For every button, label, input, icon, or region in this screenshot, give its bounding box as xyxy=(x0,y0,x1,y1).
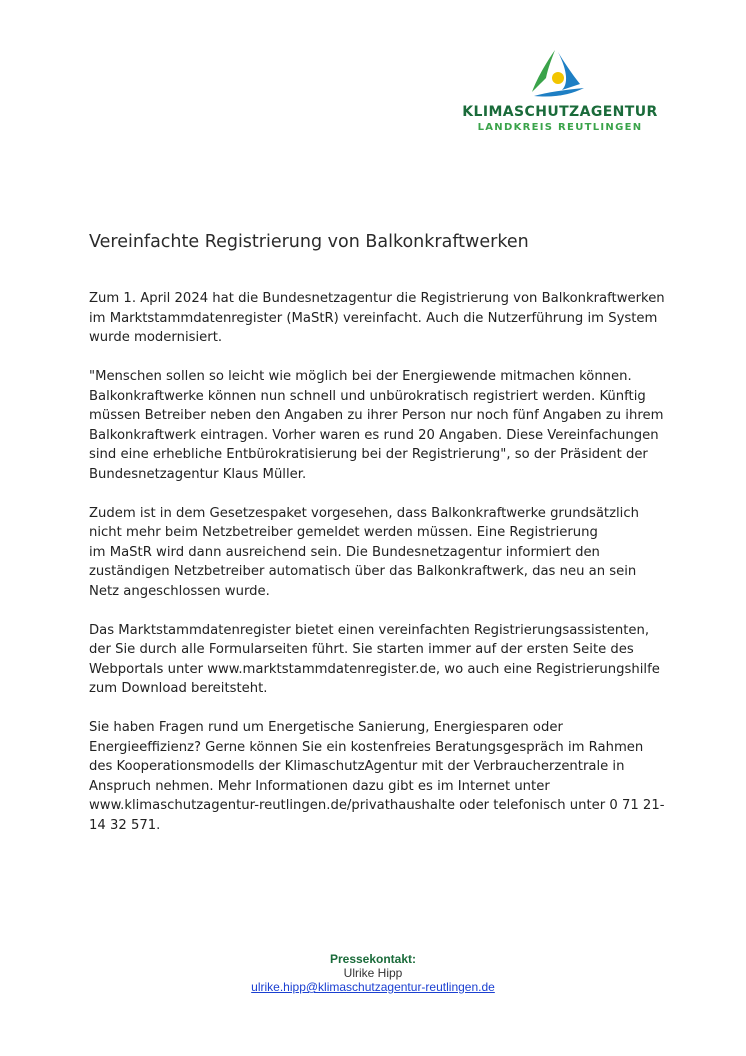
paragraph-line: Anspruch nehmen. Mehr Informationen dazu gibt es im Internet unter xyxy=(89,778,550,794)
logo-blue-base-swoosh xyxy=(534,88,584,97)
logo-title: KLIMASCHUTZAGENTUR xyxy=(462,104,658,120)
paragraph-4 xyxy=(89,621,669,699)
paragraph-line: wurde modernisiert. xyxy=(89,330,223,345)
paragraph-line: Das Marktstammdatenregister bietet einen vereinfachten Registrierungsassistenten, xyxy=(89,622,650,638)
page-title: Vereinfachte Registrierung von Balkonkraftwerken xyxy=(89,232,529,252)
paragraph-line: Energieeffizienz? Gerne können Sie ein kostenfreies Beratungsgespräch im Rahmen xyxy=(89,739,644,755)
paragraph-2 xyxy=(89,367,669,484)
logo-mark-icon xyxy=(528,48,588,100)
klimaschutzagentur-logo xyxy=(462,48,658,138)
body-text xyxy=(89,289,669,855)
paragraph-line: zuständigen Netzbetreiber automatisch über das Balkonkraftwerk, das neu an sein xyxy=(89,564,637,579)
paragraph-line: Webportals unter www.marktstammdatenregister.de, wo auch eine Registrierungshilfe xyxy=(89,661,660,677)
paragraph-line: sind eine erhebliche Entbürokratisierung bei der Registrierung", so der Präsident der xyxy=(89,447,648,462)
paragraph-3 xyxy=(89,504,669,602)
paragraph-line: im Marktstammdatenregister (MaStR) vereinfacht. Auch die Nutzerführung im System xyxy=(89,310,658,326)
press-contact-email-link[interactable]: ulrike.hipp@klimaschutzagentur-reutlingen.de xyxy=(251,980,495,994)
paragraph-line: Balkonkraftwerke können nun schnell und unbürokratisch registriert werden. Künftig xyxy=(89,388,646,404)
paragraph-line: Bundesnetzagentur Klaus Müller. xyxy=(89,466,307,482)
logo-sun xyxy=(552,72,564,84)
paragraph-line: Zudem ist in dem Gesetzespaket vorgesehen, dass Balkonkraftwerke grundsätzlich xyxy=(89,505,639,521)
paragraph-5 xyxy=(89,718,669,835)
logo-subtitle: LANDKREIS REUTLINGEN xyxy=(477,122,643,133)
paragraph-line: im MaStR wird dann ausreichend sein. Die Bundesnetzagentur informiert den xyxy=(89,544,600,560)
paragraph-line: müssen Betreiber neben den Angaben zu ihrer Person nur noch fünf Angaben zu ihrem xyxy=(89,408,664,423)
paragraph-line: www.klimaschutzagentur-reutlingen.de/privathaushalte oder telefonisch unter 0 71 21- xyxy=(89,798,665,813)
paragraph-line: 14 32 571. xyxy=(89,817,161,833)
press-contact xyxy=(0,952,746,994)
paragraph-line: der Sie durch alle Formularseiten führt. Sie starten immer auf der ersten Seite des xyxy=(89,642,634,657)
logo-blue-swoosh xyxy=(558,52,580,90)
paragraph-line: Sie haben Fragen rund um Energetische Sanierung, Energiesparen oder xyxy=(89,720,563,735)
paragraph-line: Zum 1. April 2024 hat die Bundesnetzagentur die Registrierung von Balkonkraftwerken xyxy=(89,291,665,306)
paragraph-line: nicht mehr beim Netzbetreiber gemeldet werden müssen. Eine Registrierung xyxy=(89,525,598,540)
press-contact-name: Ulrike Hipp xyxy=(343,966,403,980)
logo-green-swoosh xyxy=(532,50,555,92)
paragraph-line: Netz angeschlossen wurde. xyxy=(89,583,270,599)
paragraph-line: zum Download bereitsteht. xyxy=(89,681,268,696)
paragraph-line: des Kooperationsmodells der KlimaschutzAgentur mit der Verbraucherzentrale in xyxy=(89,759,625,774)
paragraph-line: Balkonkraftwerk eintragen. Vorher waren es rund 20 Angaben. Diese Vereinfachungen xyxy=(89,427,659,443)
paragraph-line: "Menschen sollen so leicht wie möglich bei der Energiewende mitmachen können. xyxy=(89,369,632,384)
press-contact-label: Pressekontakt: xyxy=(329,952,417,966)
paragraph-1 xyxy=(89,289,669,348)
